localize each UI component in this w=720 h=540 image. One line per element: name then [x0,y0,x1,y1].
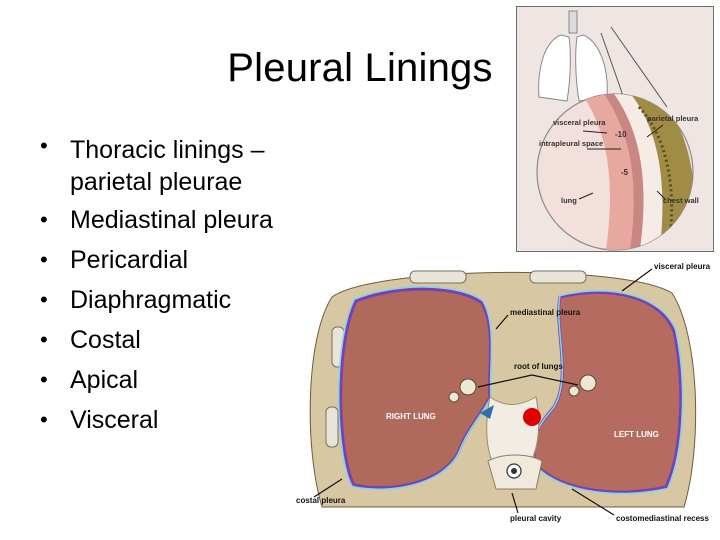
xsec-label-pleural-cavity: pleural cavity [510,514,562,523]
bullet-item [40,240,330,280]
pleura-inset-svg [517,7,713,251]
bullet-item [40,400,330,440]
thorax-cross-section-svg [292,257,712,535]
bullet-icon: • [40,327,48,352]
bullet-item [40,320,330,360]
bullet-text: Thoracic linings – parietal pleurae [70,136,265,196]
inset-label-chest-wall: chest wall [663,196,699,205]
xsec-label-right-lung: RIGHT LUNG [386,412,436,421]
pleura-inset-figure [516,6,714,252]
bullet-icon: • [40,367,48,392]
slide-title: Pleural Linings [227,46,493,90]
thorax-cross-section-figure [292,257,712,535]
bullet-icon: • [40,407,48,432]
xsec-label-costal-pleura: costal pleura [296,496,346,505]
inset-label-visceral-pleura: visceral pleura [553,118,606,127]
bullet-icon: • [40,287,48,312]
mini-lungs-icon [539,11,608,101]
bullet-text: Pericardial [70,246,189,274]
xsec-label-visceral-pleura: visceral pleura [654,262,711,271]
bullet-icon: • [40,133,48,158]
xsec-label-root-of-lungs: root of lungs [514,362,563,371]
inset-label-minus-10: -10 [615,130,627,139]
bullet-item [40,280,330,320]
bullet-icon: • [40,247,48,272]
xsec-label-left-lung: LEFT LUNG [614,430,659,439]
bullet-text: Costal [70,326,141,354]
bullet-text: Mediastinal pleura [70,206,273,234]
xsec-label-mediastinal-pleura: mediastinal pleura [510,308,581,317]
inset-label-lung: lung [561,196,577,205]
bullet-text: Diaphragmatic [70,286,232,314]
inset-label-intrapleural-space: intrapleural space [539,139,604,148]
bullet-item [40,130,330,200]
inset-label-parietal-pleura: parietal pleura [647,114,699,123]
bullet-item [40,200,330,240]
bullet-icon: • [40,207,48,232]
vertebra [488,455,542,489]
bullet-list [40,130,330,440]
inset-label-minus-5: -5 [621,168,629,177]
bullet-text: Visceral [70,406,159,434]
aorta-red-vessel [523,408,541,426]
bullet-item [40,360,330,400]
bullet-text: Apical [70,366,139,394]
xsec-label-costomediastinal-recess: costomediastinal recess [616,514,709,523]
